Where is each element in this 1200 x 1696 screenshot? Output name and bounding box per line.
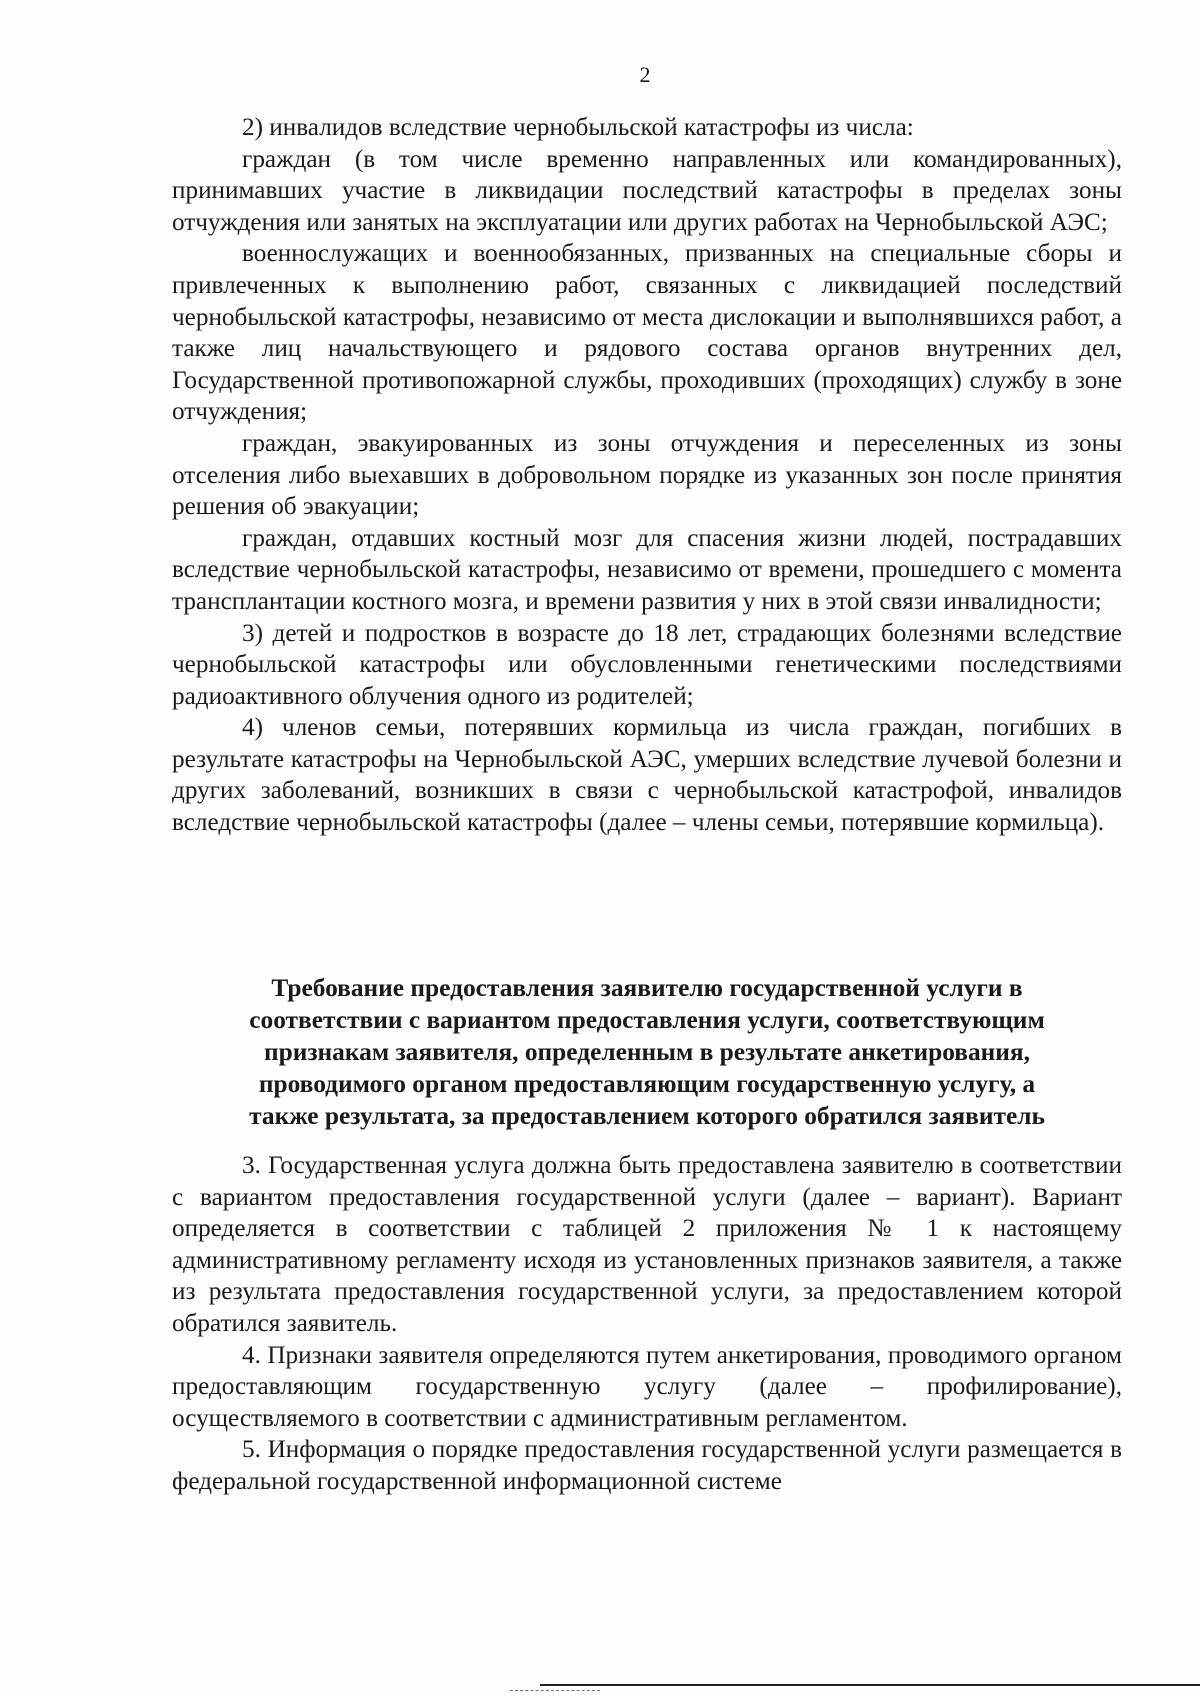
heading-line: также результата, за предоставлением которого обратился заявитель [249, 1102, 1045, 1130]
paragraph-item-4: 4. Признаки заявителя определяются путем анкетирования, проводимого органом предоставляющим государственную услугу (далее – профилирование), осуществляемого в соответствии с административным регламентом. [172, 1341, 1122, 1432]
paragraph-item-5: 5. Информация о порядке предоставления государственной услуги размещается в федеральной государственной информационной системе [172, 1436, 1122, 1495]
scan-bottom-edge-line [540, 1684, 1200, 1686]
paragraph-bone-marrow-donors: граждан, отдавших костный мозг для спасения жизни людей, пострадавших вследствие чернобыльской катастрофы, независимо от времени, прошедшего с момента трансплантации костного мозга, и времени развития у них в этой связи инвалидности; [172, 524, 1122, 615]
paragraph-liquidators: граждан (в том числе временно направленных или командированных), принимавших участие в ликвидации последствий катастрофы в пределах зоны отчуждения или занятых на эксплуатации или других работах на Чернобыльской АЭС; [172, 145, 1122, 236]
upper-text-block [172, 112, 1122, 839]
paragraph-disabled-categories: 2) инвалидов вследствие чернобыльской катастрофы из числа: [242, 114, 914, 141]
heading-line: соответствии с вариантом предоставления услуги, соответствующим [249, 1006, 1045, 1034]
paragraph-servicemen: военнослужащих и военнообязанных, призванных на специальные сборы и привлеченных к выполнению работ, связанных с ликвидацией последствий чернобыльской катастрофы, независимо от места дислокации и выполнявшихся работ, а также лиц начальствующего и рядового состава органов внутренних дел, Государственной противопожарной службы, проходивших (проходящих) службу в зоне отчуждения; [172, 240, 1122, 426]
heading-line: Требование предоставления заявителю государственной услуги в [271, 974, 1023, 1002]
heading-line: проводимого органом предоставляющим государственную услугу, а [258, 1070, 1036, 1098]
paragraph-family-members: 4) членов семьи, потерявших кормильца из числа граждан, погибших в результате катастрофы на Чернобыльской АЭС, умерших вследствие лучевой болезни и других заболеваний, возникших в связи с чернобыльской катастрофой, инвалидов вследствие чернобыльской катастрофы (далее – члены семьи, потерявшие кормильца). [172, 714, 1122, 837]
paragraph-item-3: 3. Государственная услуга должна быть предоставлена заявителю в соответствии с вариантом предоставления государственной услуги (далее – вариант). Вариант определяется в соответствии с таблицей 2 приложения № 1 к настоящему административному регламенту исходя из установленных признаков заявителя, а также из результата предоставления государственной услуги, за предоставлением которой обратился заявитель. [172, 1152, 1122, 1337]
page-number: 2 [639, 62, 651, 87]
paragraph-children: 3) детей и подростков в возрасте до 18 лет, страдающих болезнями вследствие чернобыльской катастрофы или обусловленными генетическими последствиями радиоактивного облучения одного из родителей; [172, 619, 1122, 710]
section-heading [172, 972, 1122, 1132]
paragraph-evacuated: граждан, эвакуированных из зоны отчуждения и переселенных из зоны отселения либо выехавших в добровольном порядке из указанных зон после принятия решения об эвакуации; [172, 429, 1122, 521]
scan-bottom-edge-dash [510, 1690, 600, 1691]
lower-text-block [172, 1150, 1122, 1498]
heading-line: признакам заявителя, определенным в результате анкетирования, [263, 1038, 1031, 1066]
